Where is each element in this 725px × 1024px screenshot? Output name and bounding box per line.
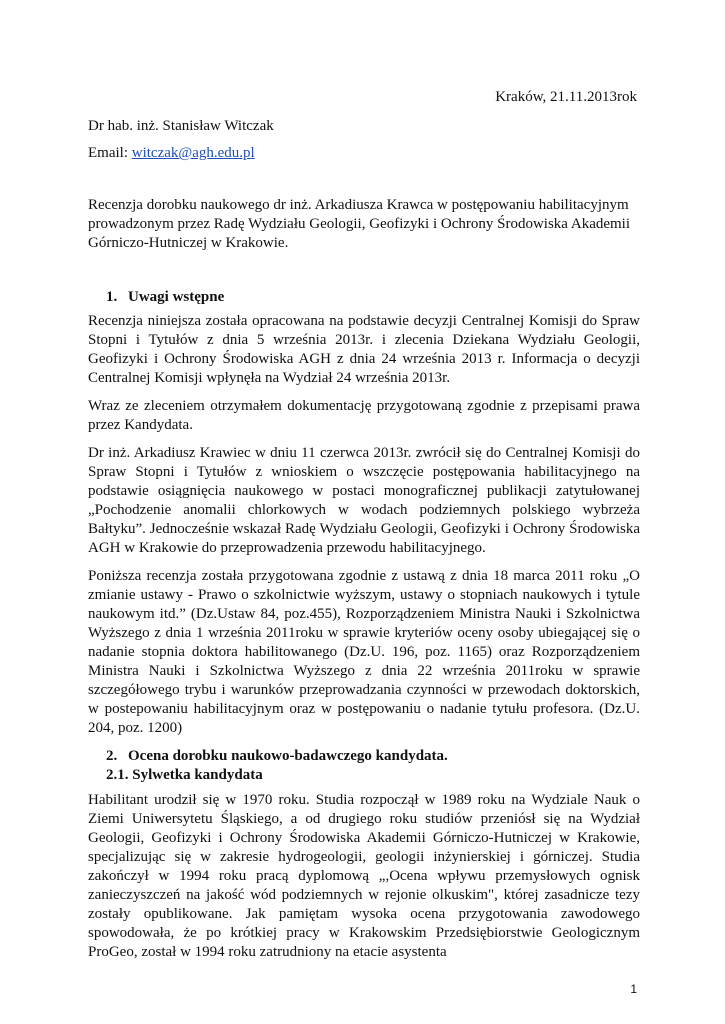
section-1-paragraph: Recenzja niniejsza została opracowana na podstawie decyzji Centralnej Komisji do Spraw Stopni i Tytułów z dnia 5 września 2013r. i zlecenia Dziekana Wydziału Geologii, Geofizyki i Ochrony Środowiska AGH z dnia 24 września 2013 r. Informacja o decyzji Centralnej Komisji wpłynęła na Wydział 24 września 2013r. xyxy=(88,313,640,386)
subsection-2-1-number: 2.1. xyxy=(106,767,129,783)
reviewer-email-line xyxy=(88,144,255,162)
section-1-paragraph: Dr inż. Arkadiusz Krawiec w dniu 11 czerwca 2013r. zwrócił się do Centralnej Komisji do Spraw Stopni i Tytułów z wnioskiem o wszczęcie postępowania habilitacyjnego na podstawie osiągnięcia naukowego w postaci monograficznej publikacji zatytułowanej „Pochodzenie anomalii chlorkowych w wodach podziemnych polskiego wybrzeża Bałtyku”. Jednocześnie wskazał Radę Wydziału Geologii, Geofizyki i Ochrony Środowiska AGH w Krakowie do przeprowadzenia przewodu habilitacyjnego. xyxy=(88,445,640,556)
subsection-2-1-title: Sylwetka kandydata xyxy=(132,767,263,783)
section-1-heading xyxy=(106,288,640,307)
email-label: Email: xyxy=(88,145,128,161)
email-link[interactable]: witczak@agh.edu.pl xyxy=(131,145,255,161)
document-body xyxy=(88,288,640,971)
subsection-2-1-heading xyxy=(88,766,640,785)
section-1-paragraph: Poniższa recenzja została przygotowana zgodnie z ustawą z dnia 18 marca 2011 roku „O zmianie ustawy - Prawo o szkolnictwie wyższym, ustawy o stopniach naukowych i tytule naukowym itd.” (Dz.Ustaw 84, poz.455), Rozporządzeniem Ministra Nauki i Szkolnictwa Wyższego z dnia 1 września 2011roku w sprawie kryteriów oceny osoby ubiegającej się o nadanie stopnia doktora habilitowanego (Dz.U. 196, poz. 1165) oraz Rozporządzeniem Ministra Nauki i Szkolnictwa Wyższego z dnia 22 września 2011roku w sprawie szczegółowego trybu i warunków przeprowadzania czynności w przewodach doktorskich, w postepowaniu habilitacyjnym oraz w postępowaniu o nadanie tytułu profesora. (Dz.U. 204, poz. 1200) xyxy=(88,568,640,736)
page-number: 1 xyxy=(630,982,637,996)
document-date: Kraków, 21.11.2013rok xyxy=(495,89,637,105)
review-subject: Recenzja dorobku naukowego dr inż. Arkadiusza Krawca w postępowaniu habilitacyjnym prowadzonym przez Radę Wydziału Geologii, Geofizyki i Ochrony Środowiska Akademii Górniczo-Hutniczej w Krakowie. xyxy=(88,197,631,251)
section-1-title: Uwagi wstępne xyxy=(128,289,225,305)
section-1-number: 1. xyxy=(106,289,118,305)
reviewer-name: Dr hab. inż. Stanisław Witczak xyxy=(88,118,274,134)
section-2-title: Ocena dorobku naukowo-badawczego kandydata. xyxy=(128,748,448,764)
section-1-paragraph: Wraz ze zleceniem otrzymałem dokumentację przygotowaną zgodnie z przepisami prawa przez Kandydata. xyxy=(88,398,640,433)
section-2-heading xyxy=(88,747,640,766)
section-2-paragraph: Habilitant urodził się w 1970 roku. Studia rozpoczął w 1989 roku na Wydziale Nauk o Ziemi Uniwersytetu Śląskiego, a od drugiego roku studiów przeniósł się na Wydział Geologii, Geofizyki i Ochrony Środowiska Akademii Górniczo-Hutniczej w Krakowie, specjalizując się w zakresie hydrogeologii, geologii inżynierskiej i górniczej. Studia zakończył w 1994 roku pracą dyplomową „,Ocena wpływu przemysłowych ognisk zanieczyszczeń na jakość wód podziemnych w rejonie olkuskim", której zasadnicze tezy zostały opublikowane. Jak pamiętam wysoka ocena przygotowania zawodowego spowodowała, że po krótkiej pracy w Krakowskim Przedsiębiorstwie Geologicznym ProGeo, został w 1994 roku zatrudniony na etacie asystenta xyxy=(88,792,640,960)
section-2-number: 2. xyxy=(106,748,118,764)
